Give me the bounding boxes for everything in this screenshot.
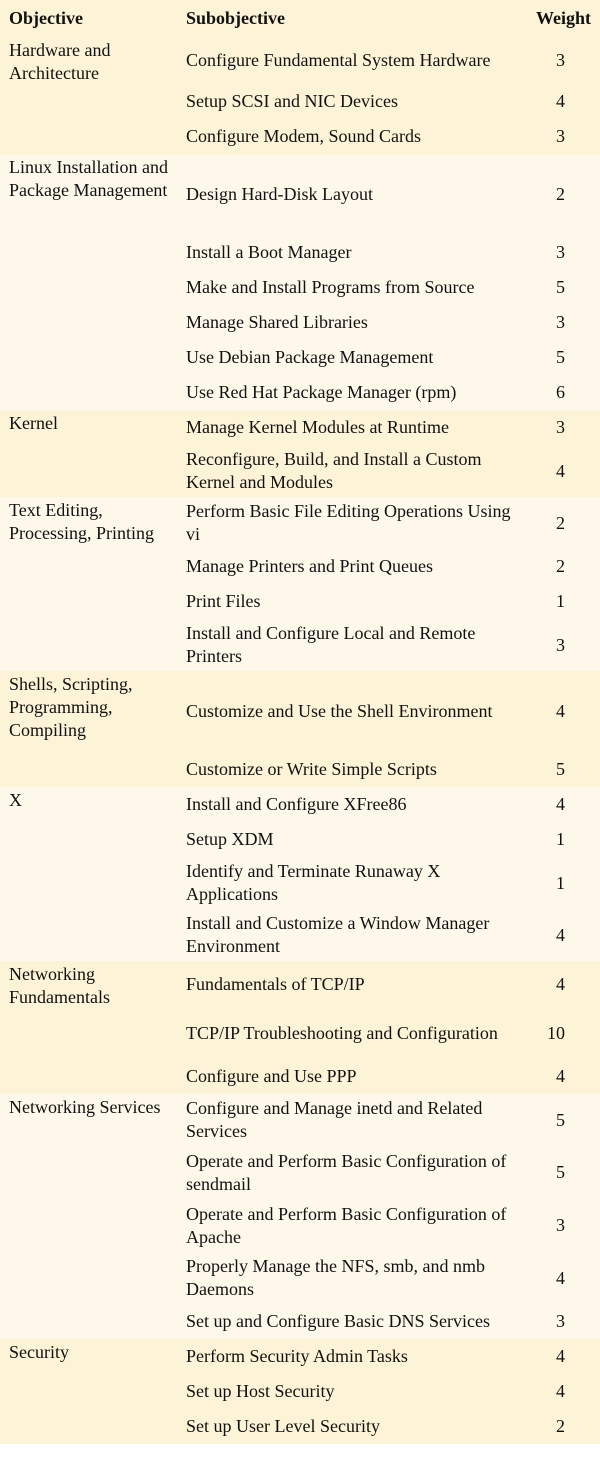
weight-cell: 2 [524,549,600,584]
header-subobjective: Subobjective [176,0,524,37]
weight-cell: 3 [524,37,600,84]
weight-cell: 4 [524,1059,600,1094]
subobjective-cell: Perform Security Admin Tasks [176,1339,524,1374]
weight-cell: 5 [524,752,600,787]
table-row [0,497,600,549]
subobjective-cell: Setup XDM [176,822,524,857]
subobjective-cell: Operate and Perform Basic Configuration of sendmail [176,1146,524,1199]
objective-cell: Security [0,1339,176,1444]
weight-cell: 1 [524,857,600,909]
weight-cell: 5 [524,270,600,305]
subobjective-cell: Configure and Use PPP [176,1059,524,1094]
objective-cell: Shells, Scripting, Programming, Compiling [0,671,176,787]
subobjective-cell: TCP/IP Troubleshooting and Configuration [176,1007,524,1059]
subobjective-cell: Use Red Hat Package Manager (rpm) [176,375,524,410]
weight-cell: 3 [524,119,600,154]
table-row [0,961,600,1007]
table-row [0,410,600,445]
table-row [0,37,600,84]
weight-cell: 6 [524,375,600,410]
weight-cell: 5 [524,1146,600,1199]
objective-group [0,671,600,787]
table-row [0,787,600,822]
table-header [0,0,600,37]
weight-cell: 4 [524,84,600,119]
subobjective-cell: Properly Manage the NFS, smb, and nmb Daemons [176,1252,524,1304]
weight-cell: 4 [524,787,600,822]
subobjective-cell: Configure and Manage inetd and Related Services [176,1094,524,1146]
table-row [0,671,600,752]
subobjective-cell: Set up and Configure Basic DNS Services [176,1304,524,1339]
weight-cell: 5 [524,340,600,375]
weight-cell: 5 [524,1094,600,1146]
subobjective-cell: Manage Shared Libraries [176,305,524,340]
subobjective-cell: Reconfigure, Build, and Install a Custom Kernel and Modules [176,445,524,497]
weight-cell: 4 [524,961,600,1007]
weight-cell: 2 [524,497,600,549]
subobjective-cell: Perform Basic File Editing Operations Using vi [176,497,524,549]
table-row [0,154,600,235]
subobjective-cell: Configure Modem, Sound Cards [176,119,524,154]
subobjective-cell: Manage Printers and Print Queues [176,549,524,584]
weight-cell: 3 [524,619,600,671]
subobjective-cell: Install and Configure XFree86 [176,787,524,822]
weight-cell: 4 [524,1252,600,1304]
objective-group [0,497,600,671]
weight-cell: 4 [524,1374,600,1409]
subobjective-cell: Set up Host Security [176,1374,524,1409]
subobjective-cell: Print Files [176,584,524,619]
weight-cell: 2 [524,154,600,235]
weight-cell: 1 [524,584,600,619]
subobjective-cell: Setup SCSI and NIC Devices [176,84,524,119]
objective-cell: Hardware and Architecture [0,37,176,154]
weight-cell: 4 [524,909,600,961]
subobjective-cell: Fundamentals of TCP/IP [176,961,524,1007]
objective-cell: Networking Services [0,1094,176,1339]
weight-cell: 3 [524,1199,600,1252]
header-objective: Objective [0,0,176,37]
table-row [0,1339,600,1374]
subobjective-cell: Configure Fundamental System Hardware [176,37,524,84]
weight-cell: 1 [524,822,600,857]
objective-group [0,1094,600,1339]
subobjective-cell: Design Hard-Disk Layout [176,154,524,235]
subobjective-cell: Set up User Level Security [176,1409,524,1444]
objective-group [0,37,600,154]
subobjective-cell: Install a Boot Manager [176,235,524,270]
subobjective-cell: Operate and Perform Basic Configuration of Apache [176,1199,524,1252]
weight-cell: 3 [524,1304,600,1339]
subobjective-cell: Identify and Terminate Runaway X Applications [176,857,524,909]
weight-cell: 3 [524,305,600,340]
weight-cell: 2 [524,1409,600,1444]
objective-group [0,154,600,410]
objective-cell: Networking Fundamentals [0,961,176,1094]
objective-cell: Linux Installation and Package Management [0,154,176,410]
weight-cell: 3 [524,235,600,270]
objective-cell: Kernel [0,410,176,497]
weight-cell: 4 [524,671,600,752]
objective-group [0,410,600,497]
objective-cell: Text Editing, Processing, Printing [0,497,176,671]
subobjective-cell: Install and Customize a Window Manager Environment [176,909,524,961]
subobjective-cell: Use Debian Package Management [176,340,524,375]
subobjective-cell: Manage Kernel Modules at Runtime [176,410,524,445]
subobjective-cell: Customize or Write Simple Scripts [176,752,524,787]
objective-group [0,787,600,961]
subobjective-cell: Make and Install Programs from Source [176,270,524,305]
objective-group [0,1339,600,1444]
weight-cell: 4 [524,1339,600,1374]
table-row [0,1094,600,1146]
objective-group [0,961,600,1094]
objective-cell: X [0,787,176,961]
weight-cell: 3 [524,410,600,445]
header-weight: Weight [524,0,600,37]
weight-cell: 10 [524,1007,600,1059]
subobjective-cell: Install and Configure Local and Remote Printers [176,619,524,671]
weight-cell: 4 [524,445,600,497]
subobjective-cell: Customize and Use the Shell Environment [176,671,524,752]
